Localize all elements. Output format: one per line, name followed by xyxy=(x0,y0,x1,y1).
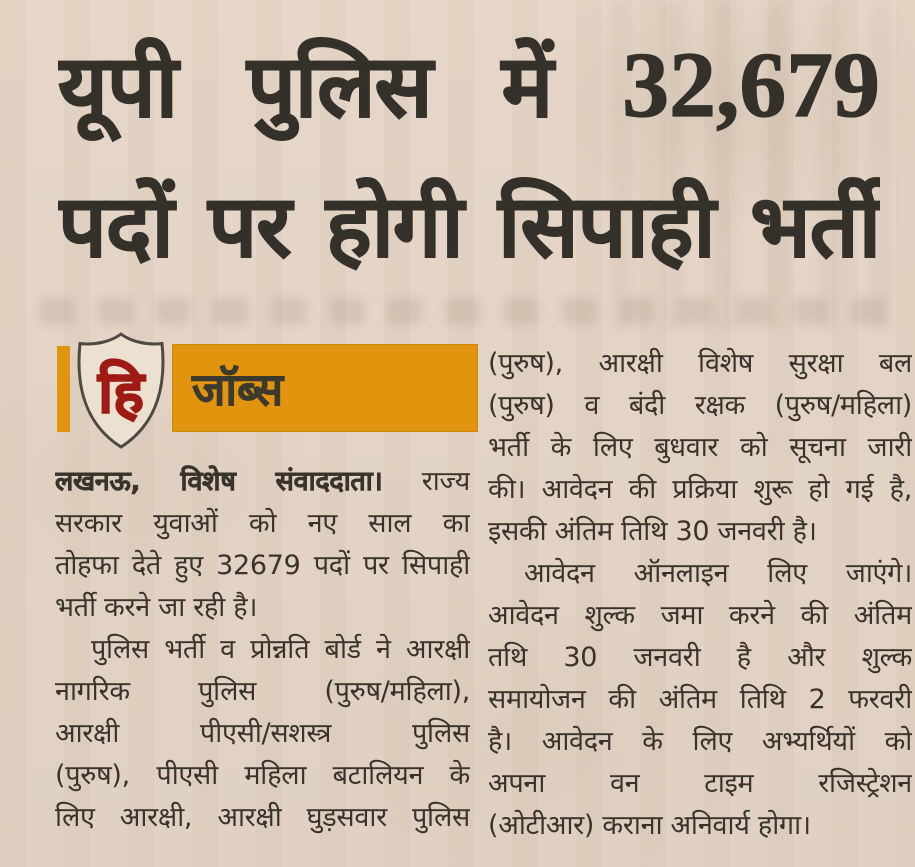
body-line: (पुरुष), पीएसी महिला बटालियन के xyxy=(55,760,470,791)
headline-vacancy-number: 32,679 xyxy=(622,33,880,137)
body-line: इसकी अंतिम तिथि 30 जनवरी है। xyxy=(488,516,817,547)
hindustan-monogram: हि xyxy=(98,358,144,426)
body-line: भर्ती के लिए बुधवार को सूचना जारी xyxy=(488,432,912,463)
body-line: (पुरुष) व बंदी रक्षक (पुरुष/महिला) xyxy=(488,390,912,421)
body-line: (ओटीआर) कराना अनिवार्य होगा। xyxy=(488,810,811,841)
body-line: तथि 30 जनवरी है और शुल्क xyxy=(488,642,912,673)
ink-bleed-strip xyxy=(40,298,890,324)
jobs-section-tag xyxy=(172,344,478,432)
body-line: भर्ती करने जा रही है। xyxy=(55,592,258,623)
body-line: है। आवेदन के लिए अभ्यर्थियों को xyxy=(488,726,912,757)
article-right-column xyxy=(488,343,912,847)
body-text: राज्य xyxy=(421,466,470,497)
hindustan-logo xyxy=(74,330,168,451)
headline-line-2: पदों पर होगी सिपाही भर्ती xyxy=(58,177,880,277)
headline-line-1-text: यूपी पुलिस में xyxy=(58,37,623,137)
body-line: नागरिक पुलिस (पुरुष/महिला), xyxy=(55,676,470,707)
article-left-column xyxy=(55,461,470,839)
body-line: पुलिस भर्ती व प्रोन्नति बोर्ड ने आरक्षी xyxy=(91,634,470,665)
body-line: समायोजन की अंतिम तिथि 2 फरवरी xyxy=(488,684,912,715)
body-line: लिए आरक्षी, आरक्षी घुड़सवार पुलिस xyxy=(55,802,470,833)
body-line: आवेदन शुल्क जमा करने की अंतिम xyxy=(488,600,912,631)
orange-accent-bar xyxy=(57,346,70,432)
body-line: तोहफा देते हुए 32679 पदों पर सिपाही xyxy=(55,550,470,581)
dateline: लखनऊ, विशेष संवाददाता। xyxy=(55,466,383,497)
body-line: सरकार युवाओं को नए साल का xyxy=(55,508,470,539)
jobs-section-label: जॉब्स xyxy=(192,362,284,416)
body-line: की। आवेदन की प्रक्रिया शुरू हो गई है, xyxy=(488,474,912,505)
shield-icon xyxy=(74,330,168,451)
body-line: आरक्षी पीएसी/सशस्त्र पुलिस xyxy=(55,718,470,749)
body-line: (पुरुष), आरक्षी विशेष सुरक्षा बल xyxy=(488,348,912,379)
body-line: अपना वन टाइम रजिस्ट्रेशन xyxy=(488,768,912,799)
body-line xyxy=(55,461,470,503)
headline-line-1 xyxy=(58,14,880,156)
body-line: आवेदन ऑनलाइन लिए जाएंगे। xyxy=(524,558,912,589)
